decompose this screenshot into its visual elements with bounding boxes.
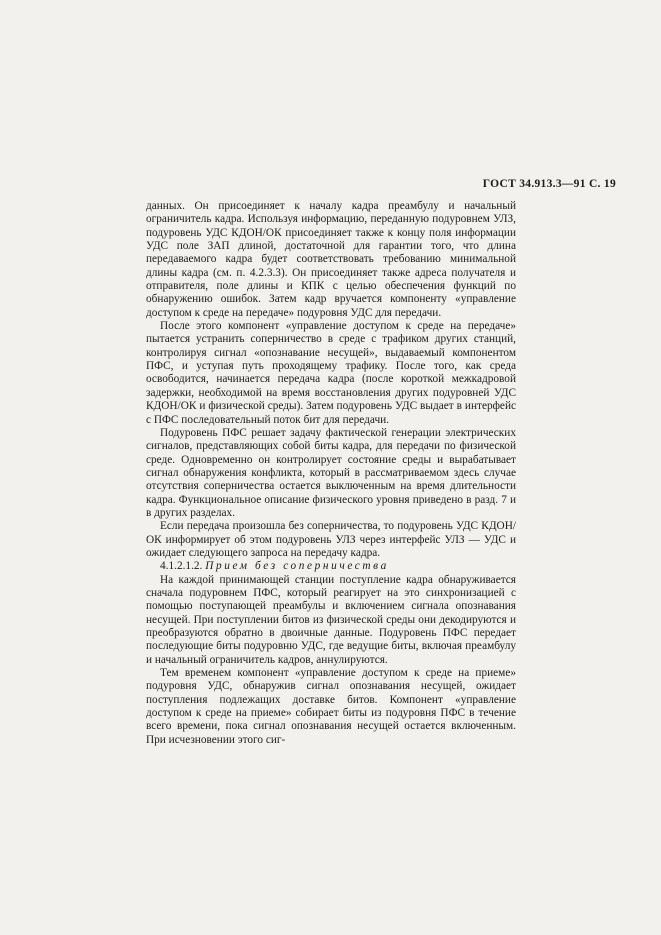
paragraph: Тем временем компонент «управление доступом к среде на приеме» подуровня УДС, обнаружив сигнал опознавания несущей, ожидает поступления подлежащих доставке битов. Компонент «управление доступом к среде на приеме» собирает биты из подуровня ПФС в течение всего времени, пока сигнал опознавания несущей остается включенным. При исчезновении этого сиг- [146, 667, 516, 746]
section-title: Прием без соперничества [205, 560, 389, 573]
paragraph: данных. Он присоединяет к началу кадра преамбулу и начальный ограничитель кадра. Используя информацию, переданную подуровнем УЛЗ, подуровень УДС КДОН/ОК присоединяет также к концу поля информации УДС поле ЗАП длиной, достаточной для гарантии того, что длина передаваемого кадра будет соответствовать требованию минимальной длины кадра (см. п. 4.2.3.3). Он присоединяет также адреса получателя и отправителя, поле длины и КПК с целью обеспечения функций по обнаружению ошибок. Затем кадр вручается компоненту «управление доступом к среде на передаче» подуровня УДС для передачи. [146, 200, 516, 319]
page-header: ГОСТ 34.913.3—91 С. 19 [482, 178, 616, 190]
paragraph: Если передача произошла без соперничества, то подуровень УДС КДОН/ОК информирует об этом подуровень УЛЗ через интерфейс УЛЗ — УДС и ожидает следующего запроса на передачу кадра. [146, 520, 516, 559]
section-heading [146, 560, 516, 573]
section-number: 4.1.2.1.2. [160, 560, 203, 573]
paragraph: После этого компонент «управление доступом к среде на передаче» пытается устранить соперничество в среде с трафиком других станций, контролируя сигнал «опознавание несущей», выдаваемый компонентом ПФС, и уступая путь проходящему трафику. После того, как среда освободится, начинается передача кадра (после короткой межкадровой задержки, необходимой на время восстановления других подуровней УДС КДОН/ОК и физической среды). Затем подуровень УДС выдает в интерфейс с ПФС последовательный поток бит для передачи. [146, 320, 516, 426]
paragraph: Подуровень ПФС решает задачу фактической генерации электрических сигналов, представляющих собой биты кадра, для передачи по физической среде. Одновременно он контролирует состояние среды и вырабатывает сигнал обнаружения конфликта, который в рассматриваемом здесь случае отсутствия соперничества остается выключенным на время длительности кадра. Функциональное описание физического уровня приведено в разд. 7 и в других разделах. [146, 426, 516, 519]
paragraph: На каждой принимающей станции поступление кадра обнаруживается сначала подуровнем ПФС, который реагирует на это синхронизацией с помощью поступающей преамбулы и включением сигнала опознавания несущей. При поступлении битов из физической среды они декодируются и преобразуются обратно в двоичные данные. Подуровень ПФС передает последующие биты подуровню УДС, где ведущие биты, включая преамбулу и начальный ограничитель кадров, аннулируются. [146, 573, 516, 666]
document-body [146, 200, 516, 747]
